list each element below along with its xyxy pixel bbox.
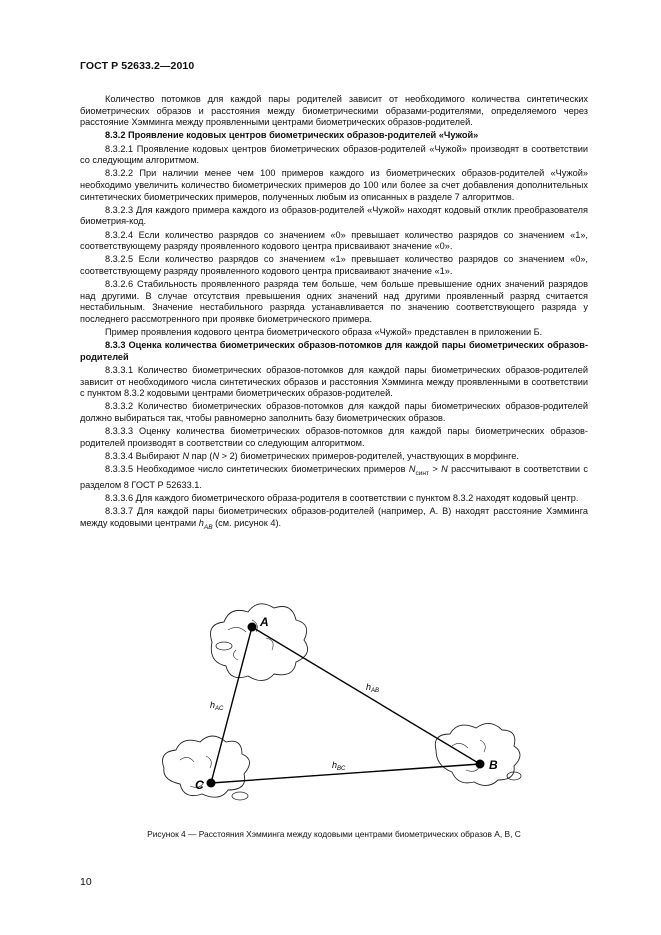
edge-bc-label: [332, 760, 346, 772]
cloud-c: [163, 736, 250, 797]
section-heading: 8.3.3 Оценка количества биометрических образов-потомков для каждой пары биометрических образов-родителей: [80, 340, 588, 362]
variable: N: [212, 450, 220, 461]
vertex-a: [248, 623, 257, 632]
variable: N: [441, 464, 448, 475]
paragraph: 8.3.2.6 Стабильность проявленного разряда тем больше, чем больше превышение одних значений разрядов над другими. В случае отсутствия превышения одних значений над другими проявленный разряд считается нестабильным. Значение нестабильного разряда устанавливается по значению соответствующего разряда у последнего рассмотренного при проявке биометрического примера.: [80, 279, 588, 324]
cloud-b-blob: [507, 772, 521, 780]
paragraph: Пример проявления кодового центра биометрического образа «Чужой» представлен в приложении Б.: [105, 327, 543, 338]
paragraph: [80, 464, 588, 491]
text-run: 8.3.3.7 Для каждой пары биометрических образов-родителей (например, А. В) находят расстояние Хэмминга между кодовыми центрами: [80, 505, 588, 528]
paragraph: 8.3.3.6 Для каждого биометрического образа-родителя в соответствии с пунктом 8.3.2 находят кодовый центр.: [105, 492, 579, 503]
figure-svg: [140, 590, 540, 825]
text-run: рассчитывают в соответствии с разделом 8 ГОСТ Р 52633.1.: [80, 464, 588, 490]
paragraph: [80, 506, 588, 533]
section-heading: 8.3.2 Проявление кодовых центров биометрических образов-родителей «Чужой»: [105, 130, 479, 141]
cloud-a-blob: [216, 642, 232, 650]
edge-ac-sub: AC: [215, 706, 224, 712]
variable: N: [182, 450, 190, 461]
paragraph: 8.3.2.4 Если количество разрядов со значением «0» превышает количество разрядов со значением «1», соответствующему разряду проявленного кодового центра присваивают значение «0».: [80, 229, 588, 252]
variable: N: [408, 464, 416, 475]
text-run: 8.3.3.5 Необходимое число синтетических биометрических примеров: [105, 464, 409, 475]
edge-ac-line: [211, 627, 252, 783]
document-body: [80, 94, 588, 535]
paragraph: 8.3.3.1 Количество биометрических образов-потомков для каждой пары биометрических образов-родителей зависит от необходимого числа синтетических образов и расстояния Хэмминга между проявленными в соответствии с пунктом 8.3.2 кодовыми центрами биометрических образов-родителей.: [80, 365, 588, 399]
text-run: >: [429, 464, 442, 475]
subscript: синт: [415, 469, 429, 477]
label-b: B: [489, 758, 498, 772]
label-c: C: [195, 778, 204, 792]
paragraph: 8.3.3.3 Оценку количества биометрических образов-потомков для каждой пары биометрических образов-родителей производят в соответствии со следующим алгоритмом.: [80, 426, 588, 448]
text-run: (см. рисунок 4).: [212, 517, 282, 528]
edge-ac-label: [210, 700, 224, 712]
paragraph: [80, 451, 588, 463]
paragraph: 8.3.2.2 При наличии менее чем 100 примеров каждого из биометрических образов-родителей «Чужой» необходимо увеличить количество биометрических примеров до 100 или более за счет добавления дополнительных синтетических биометрических примеров, полученных любым из описанных в разделе 7 алгоритмов.: [80, 168, 588, 202]
caption-text: Рисунок 4 — Расстояния Хэмминга между кодовыми центрами биометрических образов А, В, С: [147, 829, 521, 839]
edge-bc-line: [211, 764, 480, 783]
edge-ab-label: [366, 682, 379, 694]
edge-ab-line: [252, 627, 480, 764]
edge-bc-sub: BC: [337, 766, 346, 772]
edge-ab-h: h: [366, 682, 372, 692]
paragraph: 8.3.2.5 Если количество разрядов со значением «1» превышает количество разрядов со значением «0», соответствующему разряду проявленного кодового центра присваивают значение «1».: [80, 254, 588, 276]
text-run: 8.3.3.4 Выбирают: [105, 450, 183, 461]
figure-hamming-triangle: [140, 590, 540, 825]
paragraph: 8.3.2.3 Для каждого примера каждого из образов-родителей «Чужой» находят кодовый отклик преобразователя биометрия-код.: [80, 204, 588, 227]
edge-bc-h: h: [332, 760, 338, 770]
edge-ac-h: h: [210, 700, 216, 710]
vertex-c: [207, 779, 216, 788]
cloud-c-blob: [232, 792, 248, 800]
paragraph: 8.3.2.1 Проявление кодовых центров биометрических образов-родителей «Чужой» производят в соответствии со следующим алгоритмом.: [80, 143, 588, 166]
text-run: пар (: [189, 450, 213, 461]
edge-ab-sub: AB: [371, 688, 380, 694]
paragraph: 8.3.3.2 Количество биометрических образов-потомков для каждой пары биометрических образов-родителей должно выбираться так, чтобы равномерно заполнить базу биометрических образов.: [80, 401, 588, 423]
variable: h: [198, 517, 204, 528]
figure-caption: [80, 829, 588, 839]
paragraph: Количество потомков для каждой пары родителей зависит от необходимого количества синтетических биометрических образов и расстояния между биометрическими образами-родителями, определяемого через расстояние Хэмминга между проявленными центрами биометрических образов-родителей.: [80, 94, 588, 128]
subscript: AB: [203, 523, 213, 531]
label-a: A: [260, 615, 269, 629]
text-run: > 2) биометрических примеров-родителей, участвующих в морфинге.: [219, 450, 519, 461]
vertex-b: [476, 760, 485, 769]
page-number: 10: [80, 876, 92, 888]
document-header: ГОСТ Р 52633.2—2010: [80, 60, 195, 72]
